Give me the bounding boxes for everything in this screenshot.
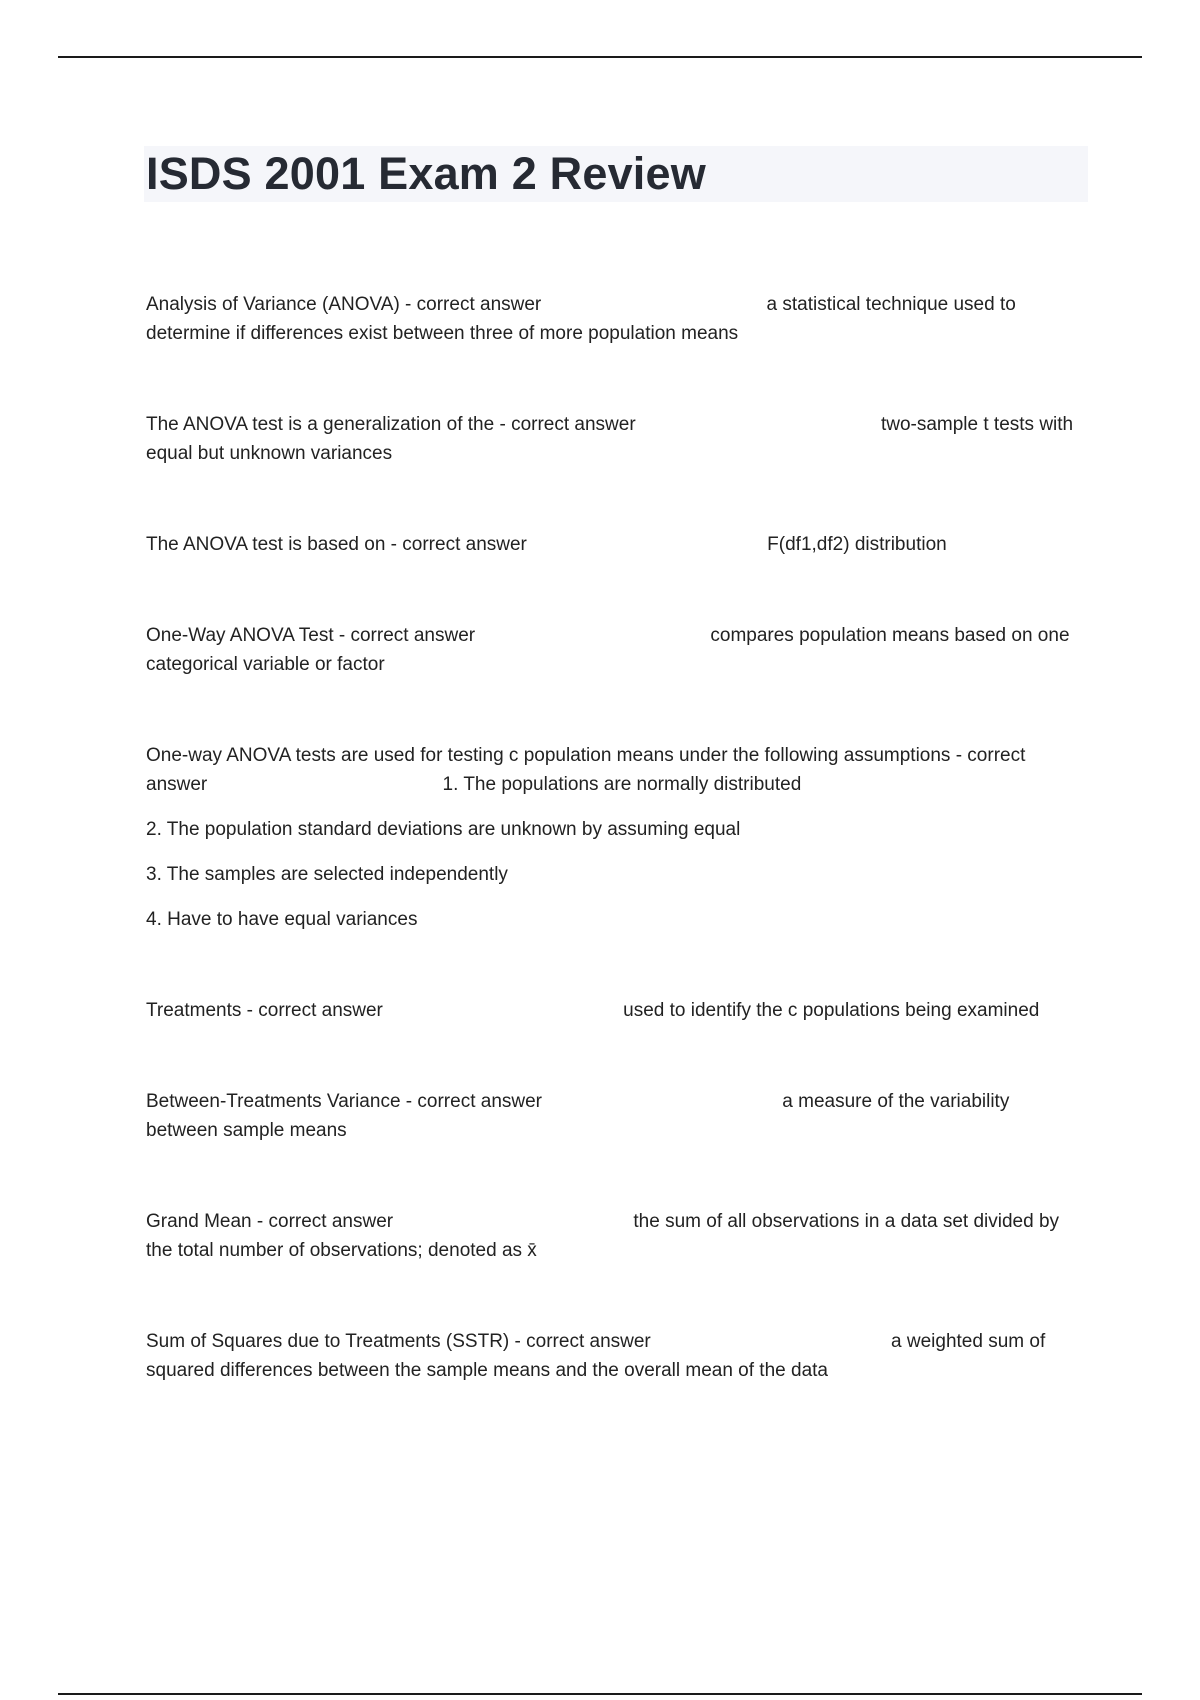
card-separator: - correct answer (241, 1000, 389, 1021)
card-term: Treatments (146, 1000, 242, 1021)
flashcard (146, 621, 1078, 679)
card-separator: - correct answer (399, 294, 547, 315)
card-answer: a statistical technique used to determine if differences exist between three of more population means (146, 294, 1016, 344)
card-answer: compares population means based on one categorical variable or factor (146, 625, 1070, 675)
card-separator: - correct answer (146, 745, 1026, 795)
flashcard (146, 1207, 1078, 1265)
card-answer: two-sample t tests with equal but unknown variances (146, 414, 1074, 464)
card-term: Sum of Squares due to Treatments (SSTR) (146, 1331, 510, 1352)
card-answer: used to identify the c populations being examined (623, 1000, 1040, 1021)
flashcard (146, 1327, 1078, 1385)
card-separator: - correct answer (400, 1091, 548, 1112)
flashcard (146, 1087, 1078, 1145)
card-separator: - correct answer (494, 414, 641, 435)
card-answer-continuation (146, 815, 1078, 934)
card-term: The ANOVA test is based on (146, 534, 386, 555)
flashcard-list (146, 290, 1078, 1447)
document-title: ISDS 2001 Exam 2 Review (146, 148, 706, 199)
card-separator: - correct answer (385, 534, 533, 555)
flashcard (146, 290, 1078, 348)
flashcard (146, 410, 1078, 468)
flashcard (146, 741, 1078, 934)
flashcard (146, 530, 1078, 559)
card-term: One-way ANOVA tests are used for testing c population means under the following assumptions (146, 745, 951, 766)
card-answer-line: 4. Have to have equal variances (146, 909, 418, 930)
card-answer: F(df1,df2) distribution (767, 534, 947, 555)
card-term: One-Way ANOVA Test (146, 625, 334, 646)
footer-rule (58, 1693, 1142, 1695)
card-separator: - correct answer (509, 1331, 657, 1352)
header-rule (58, 56, 1142, 58)
card-term: Between-Treatments Variance (146, 1091, 401, 1112)
card-term: The ANOVA test is a generalization of the (146, 414, 495, 435)
flashcard (146, 996, 1078, 1025)
card-separator: - correct answer (251, 1211, 399, 1232)
card-separator: - correct answer (333, 625, 481, 646)
card-answer: the sum of all observations in a data set divided by the total number of observations; denoted as x̄ (146, 1211, 1060, 1261)
card-answer: 1. The populations are normally distributed (442, 774, 802, 795)
card-answer: a measure of the variability between sample means (146, 1091, 1010, 1141)
card-answer-line: 2. The population standard deviations are unknown by assuming equal (146, 819, 741, 840)
card-answer: a weighted sum of squared differences between the sample means and the overall mean of the data (146, 1331, 1046, 1381)
card-term: Grand Mean (146, 1211, 252, 1232)
card-term: Analysis of Variance (ANOVA) (146, 294, 400, 315)
card-answer-line: 3. The samples are selected independently (146, 864, 508, 885)
